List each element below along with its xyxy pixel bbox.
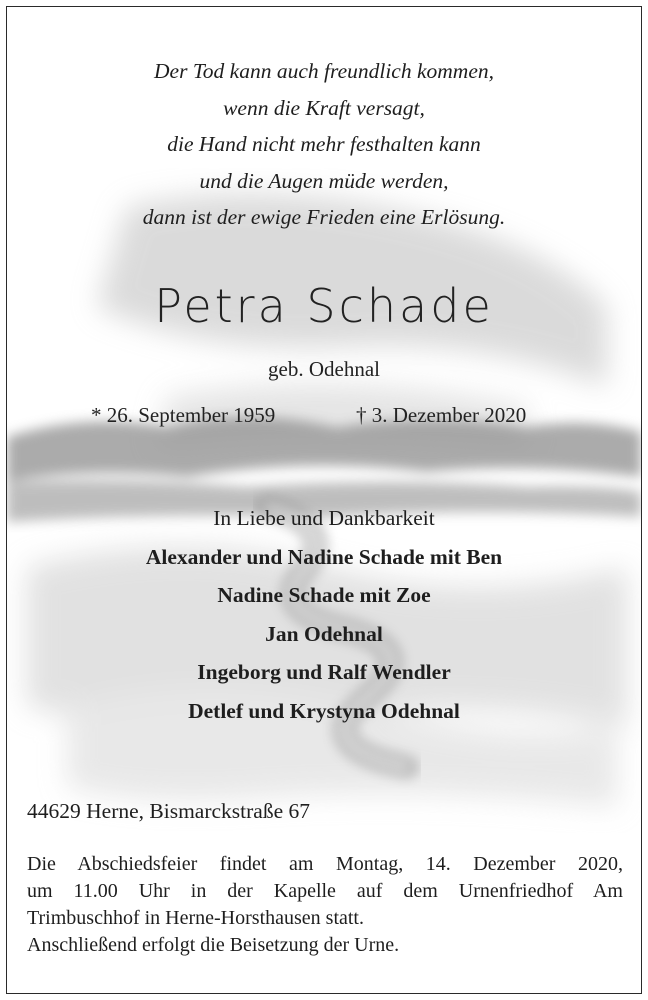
- mourner-name: Ingeborg und Ralf Wendler: [197, 660, 451, 684]
- notice-line: um 11.00 Uhr in der Kapelle auf dem Urnenfriedhof Am: [27, 880, 623, 902]
- obituary-card: [6, 6, 642, 994]
- mourner-name: Detlef und Krystyna Odehnal: [188, 698, 460, 723]
- mourners-list: [7, 499, 641, 730]
- mourners-intro: In Liebe und Dankbarkeit: [213, 506, 435, 530]
- poem-line: und die Augen müde werden,: [199, 168, 449, 193]
- funeral-notice: [27, 851, 623, 959]
- deceased-name: Petra Schade: [154, 279, 494, 333]
- notice-line: Die Abschiedsfeier findet am Montag, 14. Dezember 2020,: [27, 853, 623, 875]
- memorial-poem: [7, 53, 641, 236]
- mourner-name: Jan Odehnal: [265, 621, 383, 646]
- poem-line: wenn die Kraft versagt,: [223, 95, 425, 120]
- notice-line: Anschließend erfolgt die Beisetzung der Urne.: [27, 934, 400, 956]
- birth-name: geb. Odehnal: [268, 357, 380, 381]
- death-date: † 3. Dezember 2020: [356, 403, 527, 427]
- family-address: 44629 Herne, Bismarckstraße 67: [27, 799, 311, 823]
- notice-line: Trimbuschhof in Herne-Horsthausen statt.: [27, 907, 364, 929]
- birth-date: * 26. September 1959: [91, 403, 276, 427]
- poem-line: die Hand nicht mehr festhalten kann: [167, 132, 481, 156]
- mourner-name: Nadine Schade mit Zoe: [217, 583, 431, 607]
- poem-line: Der Tod kann auch freundlich kommen,: [154, 59, 494, 83]
- mourner-name: Alexander und Nadine Schade mit Ben: [145, 544, 503, 569]
- obituary-content: [7, 7, 641, 993]
- poem-line: dann ist der ewige Frieden eine Erlösung.: [142, 205, 506, 229]
